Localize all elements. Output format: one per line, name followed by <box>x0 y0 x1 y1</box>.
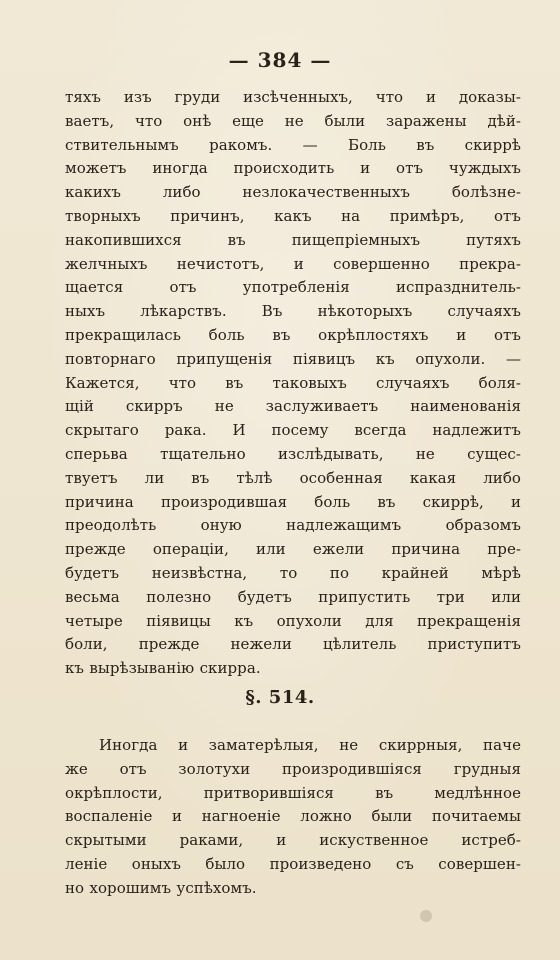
text-line: щается отъ употребленія испразднитель- <box>65 278 521 297</box>
text-line: же отъ золотухи произродившіяся грудныя <box>65 759 521 778</box>
text-line: щій скирръ не заслуживаетъ наименованія <box>65 397 521 416</box>
text-line: какихъ либо незлокачественныхъ болѣзне- <box>65 183 521 202</box>
text-line: накопившихся въ пищепріемныхъ путяхъ <box>65 230 521 249</box>
text-line: боли, прежде нежели цѣлитель приступитъ <box>65 635 521 654</box>
text-line: окрѣплости, притворившіяся въ медлѣнное <box>65 783 521 802</box>
text-line: преодолѣть оную надлежащимъ образомъ <box>65 516 521 535</box>
text-line: Иногда и заматерѣлыя, не скиррныя, паче <box>99 736 521 754</box>
paper-spot <box>420 910 432 922</box>
text-line: къ вырѣзыванію скирра. <box>65 659 261 678</box>
text-line: но хорошимъ успѣхомъ. <box>65 878 257 897</box>
text-line: сперьва тщательно изслѣдывать, не сущес- <box>65 444 521 463</box>
text-line: желчныхъ нечистотъ, и совершенно прекра- <box>65 254 521 273</box>
text-line: тяхъ изъ груди изсѣченныхъ, что и доказы- <box>65 88 521 106</box>
text-line: твуетъ ли въ тѣлѣ особенная какая либо <box>65 468 521 487</box>
text-line: четыре піявицы къ опухоли для прекращенія <box>65 611 521 630</box>
text-line: повторнагo припущенія піявицъ къ опухоли. — <box>65 349 521 368</box>
section-heading: §. 514. <box>245 687 315 708</box>
text-line: скрытаго рака. И посему всегда надлежитъ <box>65 421 521 440</box>
text-line: весьма полезно будетъ припустить три или <box>65 587 521 606</box>
text-line: ваетъ, что онѣ еще не были заражены дѣй- <box>65 111 521 130</box>
text-line: творныхъ причинъ, какъ на примѣръ, отъ <box>65 206 521 225</box>
text-line: будетъ неизвѣстна, то по крайней мѣрѣ <box>65 563 521 582</box>
text-line: прекращилась боль въ окрѣплостяхъ и отъ <box>65 325 521 344</box>
text-line: воспаленіе и нагноеніе ложно были почитаемы <box>65 807 521 826</box>
text-line: ныхъ лѣкарствъ. Въ нѣкоторыхъ случаяхъ <box>65 302 521 321</box>
text-line: можетъ иногда происходить и отъ чуждыхъ <box>65 159 521 178</box>
paragraph-continuation <box>65 86 521 681</box>
text-line: ствительнымъ ракомъ. — Боль въ скиррѣ <box>65 135 521 154</box>
text-line: леніе оныхъ было произведено съ совершен- <box>65 854 521 873</box>
text-line: прежде операціи, или ежели причина пре- <box>65 540 521 559</box>
paragraph-section-514 <box>65 734 521 901</box>
text-line: Кажется, что въ таковыхъ случаяхъ боля- <box>65 373 521 392</box>
text-line: причина произродившая боль въ скиррѣ, и <box>65 492 521 511</box>
text-line: скрытыми раками, и искуственное истреб- <box>65 831 521 850</box>
page-number: — 384 — <box>228 48 332 72</box>
